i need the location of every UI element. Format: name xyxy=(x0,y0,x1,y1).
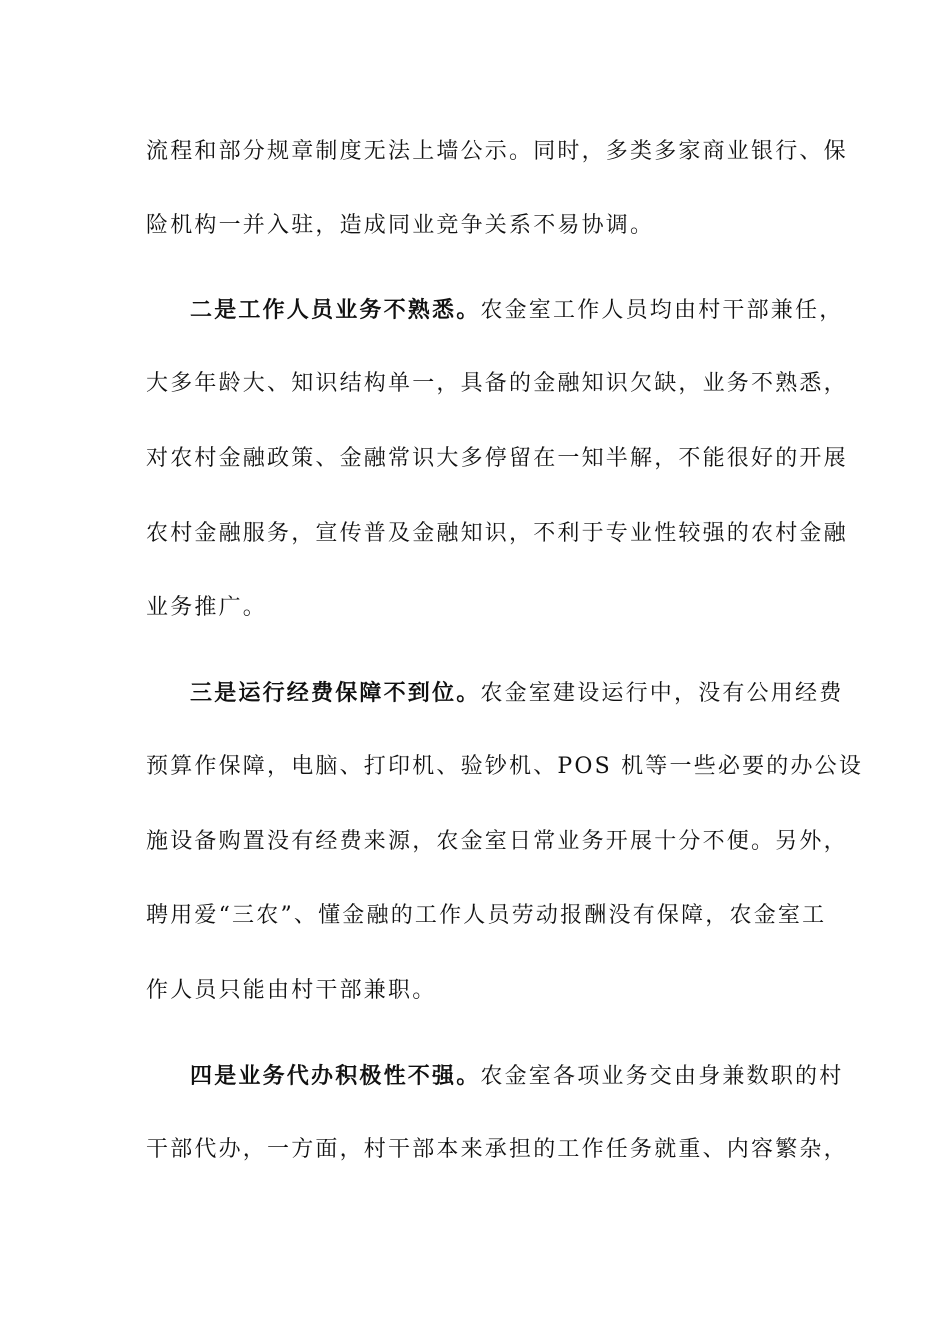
paragraph-line: 流程和部分规章制度无法上墙公示。同时，多类多家商业银行、保 xyxy=(146,139,848,164)
paragraph-line: 农村金融服务，宣传普及金融知识，不利于专业性较强的农村金融 xyxy=(146,521,848,546)
paragraph-text: 农金室工作人员均由村干部兼任， xyxy=(480,298,844,323)
paragraph-line: 干部代办，一方面，村干部本来承担的工作任务就重、内容繁杂， xyxy=(146,1137,848,1162)
paragraph-line: 聘用爱“三农”、懂金融的工作人员劳动报酬没有保障，农金室工 xyxy=(146,903,827,928)
paragraph-line: 险机构一并入驻，造成同业竞争关系不易协调。 xyxy=(146,213,655,238)
paragraph-text: 农金室建设运行中，没有公用经费 xyxy=(480,681,844,706)
paragraph-line: 对农村金融政策、金融常识大多停留在一知半解，不能很好的开展 xyxy=(146,446,848,471)
paragraph-heading: 三是运行经费保障不到位。 xyxy=(190,680,481,706)
paragraph-line: 作人员只能由村干部兼职。 xyxy=(146,978,437,1003)
paragraph-line: 预算作保障，电脑、打印机、验钞机、POS 机等一些必要的办公设 xyxy=(146,754,864,779)
paragraph-text: 农金室各项业务交由身兼数职的村 xyxy=(480,1064,844,1089)
paragraph-line: 业务推广。 xyxy=(146,595,268,620)
paragraph-line: 大多年龄大、知识结构单一，具备的金融知识欠缺，业务不熟悉， xyxy=(146,371,848,396)
paragraph-line: 施设备购置没有经费来源，农金室日常业务开展十分不便。另外， xyxy=(146,829,848,854)
paragraph-first-line xyxy=(190,295,844,326)
paragraph-heading: 四是业务代办积极性不强。 xyxy=(190,1063,481,1089)
paragraph-heading: 二是工作人员业务不熟悉。 xyxy=(190,297,481,323)
paragraph-first-line xyxy=(190,678,844,709)
paragraph-first-line xyxy=(190,1061,844,1092)
